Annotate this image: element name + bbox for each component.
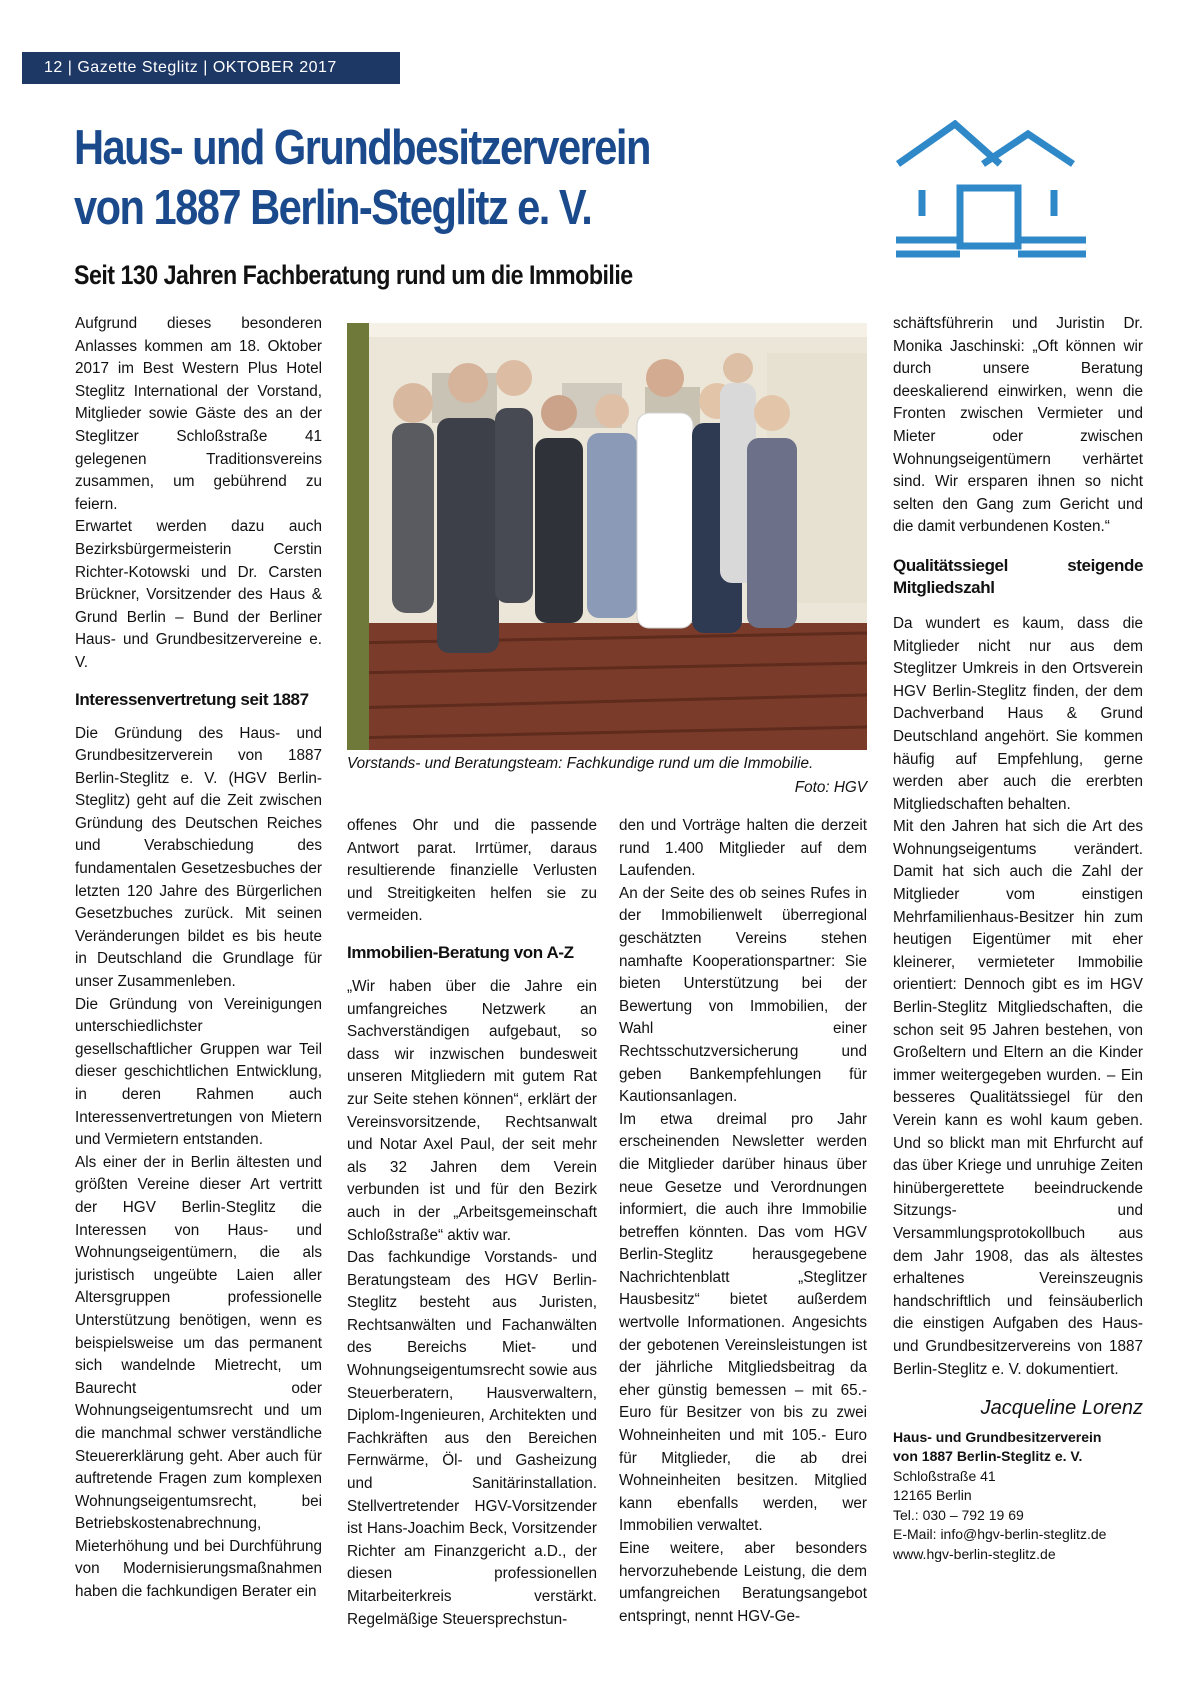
contact-phone: Tel.: 030 – 792 19 69 xyxy=(893,1506,1024,1523)
page-header-bar xyxy=(22,52,400,84)
title-line-1: Haus- und Grundbesitzerverein xyxy=(74,121,650,175)
paragraph: Aufgrund dieses besonderen Anlasses kommen am 18. Oktober 2017 im Best Western Plus Hotel Steglitz International der Vorstand, Mitglieder sowie Gäste des an der Steglitzer Schloßstraße 41 gelegenen Traditionsvereins zusammen, um gebührend zu feiern. xyxy=(75,315,322,513)
contact-street: Schloßstraße 41 xyxy=(893,1467,996,1484)
paragraph: Als einer der in Berlin ältesten und größten Vereine dieser Art vertritt der HGV Berlin-Steglitz die Interessen von Haus- und Wohnungseigentümern, die als juristisch ungeübte Laien aller Altersgruppen professionelle Unterstützung benötigen, wenn es beispielsweise um das permanent sich wandelnde Mietrecht, um Baurecht oder Wohnungseigentumsrecht und um die manchmal schwer verständliche Steuererklärung geht. Aber auch für auftretende Fragen zum komplexen Wohnungseigentumsrecht, bei Betriebskostenabrechnung, Mieterhöhung und bei Durchführung von Modernisierungsmaßnahmen haben die fachkundigen Berater ein xyxy=(75,1153,322,1601)
title-line-2: von 1887 Berlin-Steglitz e. V. xyxy=(74,181,592,235)
paragraph: Die Gründung von Vereinigungen unterschiedlichster gesellschaftlicher Gruppen war Teil dieser geschichtlichen Entwicklung, in deren Rahmen auch Interessenvertretungen von Mietern und Vermietern entstanden. xyxy=(75,995,322,1149)
paragraph: Da wundert es kaum, dass die Mitglieder nicht nur aus dem Steglitzer Umkreis in den Ortsverein HGV Berlin-Steglitz finden, der dem Dachverband Haus & Grund Deutschland angehört. Sie kommen häufig auf Empfehlung, gerne werden aber auch die ererbten Mitgliedschaften behalten. xyxy=(893,614,1143,813)
paragraph: den und Vorträge halten die derzeit rund 1.400 Mitglieder auf dem Laufenden. xyxy=(619,817,867,880)
contact-name-line-2: von 1887 Berlin-Steglitz e. V. xyxy=(893,1448,1083,1465)
article-subtitle: Seit 130 Jahren Fachberatung rund um die Immobilie xyxy=(74,260,633,290)
paragraph: Die Gründung des Haus- und Grundbesitzerverein von 1887 Berlin-Steglitz e. V. (HGV Berlin-Steglitz) geht auf die Zeit zwischen Gründung des Deutschen Reiches und Verabschiedung des fundamentalen Gesetzesbuches der letzten 120 Jahre des Bürgerlichen Gesetzbuches zurück. Mit seinen Veränderungen bildet es bis heute in Deutschland die Grundlage für unser Zusammenleben. xyxy=(75,724,322,991)
paragraph: An der Seite des ob seines Rufes in der Immobilienwelt überregional geschätzten Vereins stehen namhafte Kooperationspartner: Sie bieten Unterstützung bei der Bewertung von Immobilien, der Wahl einer Rechtsschutzversicherung und geben Bankempfehlungen für Kautionsanlagen. xyxy=(619,884,867,1106)
photo-caption-block xyxy=(347,752,867,800)
paragraph: Erwartet werden dazu auch Bezirksbürgermeisterin Cerstin Richter-Kotowski und Dr. Carsten Brückner, Vorsitzender des Haus & Grund Berlin – Bund der Berliner Haus- und Grundbesitzervereine e. V. xyxy=(75,518,322,671)
group-photo xyxy=(347,323,867,750)
photo-illustration xyxy=(347,323,867,750)
column-3 xyxy=(619,815,867,1628)
contact-block xyxy=(893,1428,1143,1565)
paragraph: offenes Ohr und die passende Antwort parat. Irrtümer, daraus resultierende finanzielle Verlusten und Streitigkeiten helfen sie zu vermeiden. xyxy=(347,817,597,925)
contact-email[interactable]: E-Mail: info@hgv-berlin-steglitz.de xyxy=(893,1526,1107,1543)
column-1 xyxy=(75,313,322,1604)
page-info: 12 | Gazette Steglitz | OKTOBER 2017 xyxy=(44,59,337,76)
paragraph: Im etwa dreimal pro Jahr erscheinenden Newsletter werden die Mitglieder darüber hinaus über neue Gesetze und Verordnungen informiert, die auch ihre Immobilie betreffen könnten. Das vom HGV Berlin-Steglitz herausgegebene Nachrichtenblatt „Steglitzer Hausbesitz“ bietet außerdem wertvolle Informationen. Angesichts der gebotenen Vereinsleistungen ist der jährliche Mitgliedsbeitrag da eher günstig bemessen – mit 65.- Euro für Besitzer von bis zu zwei Wohneinheiten und mit 105.- Euro für Mitglieder, die ab drei Wohneinheiten besitzen. Mitglied kann ebenfalls werden, wer Immobilien verwaltet. xyxy=(619,1110,867,1535)
paragraph: Das fachkundige Vorstands- und Beratungsteam des HGV Berlin-Steglitz besteht aus Juristen, Rechtsanwälten und Fachanwälten des Bereichs Miet- und Wohnungseigentumsrecht sowie aus Steuerberatern, Hausverwaltern, Diplom-Ingenieuren, Architekten und Fachkräften aus den Bereichen Fernwärme, Öl- und Gasheizung und Sanitärinstallation. Stellvertretender HGV-Vorsitzender ist Hans-Joachim Beck, Vorsitzender Richter am Finanzgericht a.D., der diesen professionellen Mitarbeiterkreis verstärkt. Regelmäßige Steuersprechstun- xyxy=(347,1249,597,1628)
paragraph: „Wir haben über die Jahre ein umfangreiches Netzwerk an Sachverständigen aufgebaut, so dass wir inzwischen bundesweit unseren Mitgliedern mit gutem Rat zur Seite stehen können“, erklärt der Vereinsvorsitzende, Rechtsanwalt und Notar Axel Paul, der seit mehr als 32 Jahren dem Verein verbunden ist und für den Bezirk auch in der „Arbeitsgemeinschaft Schloßstraße“ aktiv war. xyxy=(347,977,597,1244)
section-heading: Immobilien-Beratung von A-Z xyxy=(347,942,574,962)
author-signature: Jacqueline Lorenz xyxy=(980,1397,1143,1420)
section-heading: Interessenvertretung seit 1887 xyxy=(75,689,309,709)
section-heading: Qualitätssiegel steigende Mitgliedszahl xyxy=(893,555,1143,597)
paragraph: schäftsführerin und Juristin Dr. Monika Jaschinski: „Oft können wir durch unsere Beratung deeskalierend einwirken, wenn die Fronten zwischen Vermieter und Mieter oder zwischen Wohnungseigentümern verhärtet sind. Wir ersparen ihnen so nicht selten den Gang zum Gericht und die damit verbundenen Kosten.“ xyxy=(893,315,1143,536)
photo-caption: Vorstands- und Beratungsteam: Fachkundige rund um die Immobilie. xyxy=(347,755,814,772)
paragraph: Mit den Jahren hat sich die Art des Wohnungseigentums verändert. Damit hat sich auch die Zahl der Mitglieder vom einstigen Mehrfamilienhaus-Besitzer hin zum heutigen Eigentümer mit eher kleinerer, vermieteter Immobilie orientiert: Dennoch gibt es im HGV Berlin-Steglitz Mitgliedschaften, die schon seit 95 Jahren bestehen, von Großeltern und Eltern an die Kinder immer weitergegeben wurden. – Ein besseres Qualitätssiegel für den Verein kann es wohl kaum geben. Und so blickt man mit Ehrfurcht auf das über Kriege und unruhige Zeiten hinübergerettete beeindruckende Sitzungs- und Versammlungsprotokollbuch aus dem Jahr 1908, das als ältestes erhaltenes Vereinszeugnis handschriftlich und feinsäuberlich die einstigen Aufgaben des Haus- und Grundbesitzervereins von 1887 Berlin-Steglitz e. V. dokumentiert. xyxy=(893,818,1143,1378)
contact-name-line-1: Haus- und Grundbesitzerverein xyxy=(893,1428,1102,1445)
house-logo-icon xyxy=(888,120,1118,270)
paragraph: Eine weitere, aber besonders hervorzuhebende Leistung, die dem umfangreichen Beratungsangebot entspringt, nennt HGV-Ge- xyxy=(619,1540,867,1625)
column-4 xyxy=(893,313,1143,1564)
column-2 xyxy=(347,815,597,1631)
photo-credit: Foto: HGV xyxy=(794,779,867,796)
article-title xyxy=(74,118,650,238)
contact-website[interactable]: www.hgv-berlin-steglitz.de xyxy=(893,1545,1056,1562)
contact-city: 12165 Berlin xyxy=(893,1487,972,1504)
